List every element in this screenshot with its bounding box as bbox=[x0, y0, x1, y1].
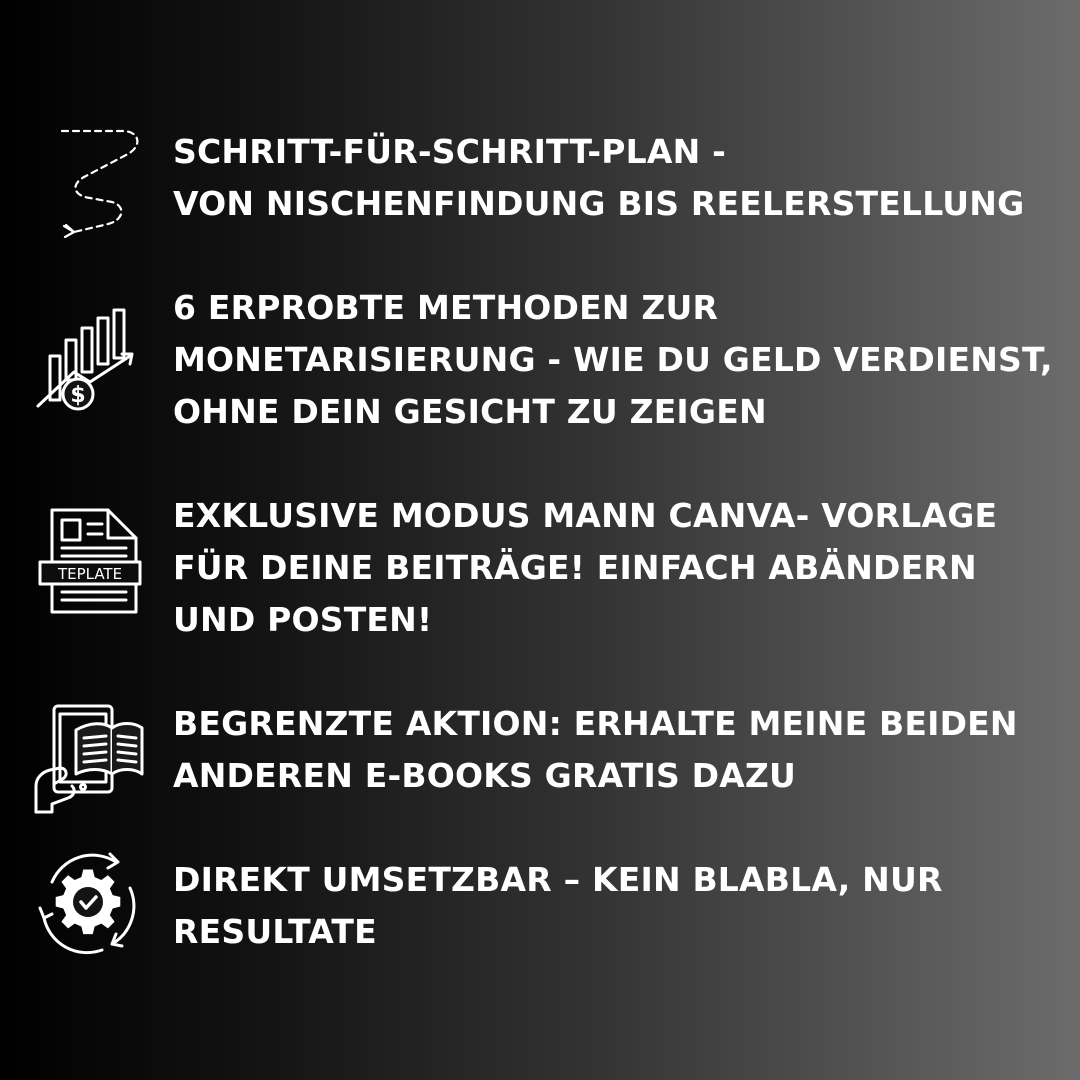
dashed-zigzag-arrow-icon bbox=[36, 122, 136, 238]
feature-text-step-plan: SCHRITT-FÜR-SCHRITT-PLAN - VON NISCHENFINDUNG BIS REELERSTELLUNG bbox=[173, 132, 1025, 223]
feature-text-monetization: 6 ERPROBTE METHODEN ZUR MONETARISIERUNG - WIE DU GELD VERDIENST, OHNE DEIN GESICHT ZU ZEIGEN bbox=[173, 288, 1053, 431]
svg-text:$: $ bbox=[70, 383, 86, 408]
feature-text-free-ebooks: BEGRENZTE AKTION: ERHALTE MEINE BEIDEN ANDEREN E-BOOKS GRATIS DAZU bbox=[173, 704, 1018, 795]
hand-tablet-ebook-icon bbox=[30, 700, 146, 816]
feature-text-direct-results: DIREKT UMSETZBAR – KEIN BLABLA, NUR RESULTATE bbox=[173, 860, 943, 951]
bar-chart-dollar-coin-icon bbox=[30, 306, 146, 422]
gear-checkmark-cycle-icon bbox=[30, 846, 146, 962]
feature-text-canva-template: EXKLUSIVE MODUS MANN CANVA- VORLAGE FÜR DEINE BEITRÄGE! EINFACH ABÄNDERN UND POSTEN! bbox=[173, 496, 998, 639]
template-icon-label: TEPLATE bbox=[57, 565, 123, 583]
template-document-icon bbox=[32, 504, 148, 620]
